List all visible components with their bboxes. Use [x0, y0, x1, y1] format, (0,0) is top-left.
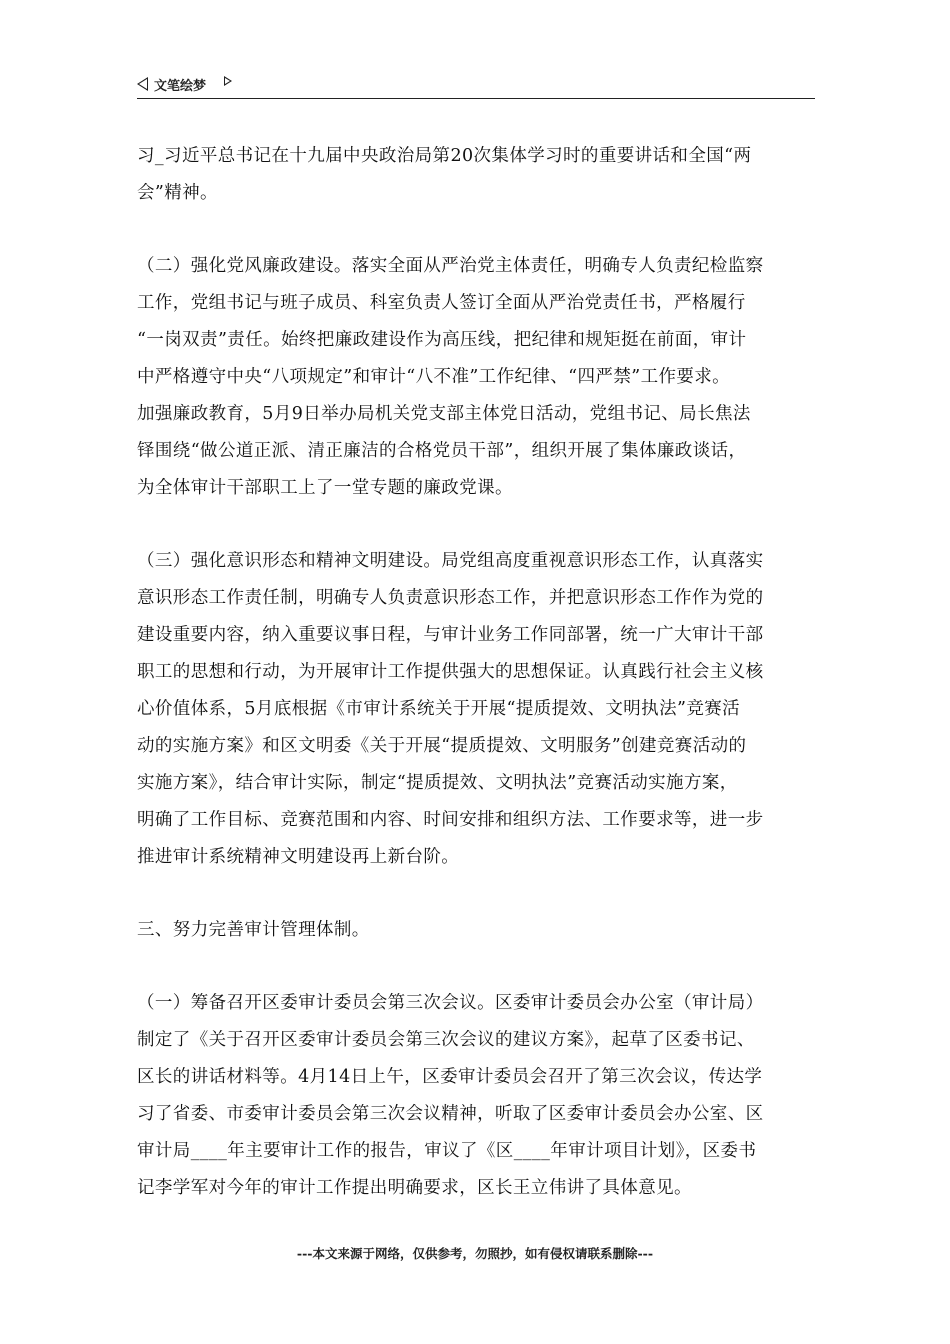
page-footer-disclaimer: ---本文来源于网络，仅供参考，勿照抄，如有侵权请联系删除---	[296, 1246, 654, 1261]
page-header	[137, 72, 815, 99]
triangle-left-outline-icon	[137, 77, 148, 91]
paragraph-audit-committee-meeting: （一）筹备召开区委审计委员会第三次会议。区委审计委员会办公室（审计局） 制定了《关于召开区委审计委员会第三次会议的建议方案》，起草了区委书记、 区长的讲话材料等。4月14日上午，区委审计委员会召开了第三次会议，传达学 习了省委、市委审计委员会第三次会议精神，听取了区委审计委员会办公室、区 审计局____年主要审计工作的报告，审议了《区____年审计项目计划》，区委书 记李学军对今年的审计工作提出明确要求，区长王立伟讲了具体意见。	[137, 993, 764, 1198]
document-body	[137, 138, 817, 1207]
section-heading-audit-management: 三、努力完善审计管理体制。	[137, 920, 370, 940]
paragraph-continuation: 习_习近平总书记在十九届中央政治局第20次集体学习时的重要讲话和全国“两 会”精神。	[137, 146, 752, 203]
paragraph-ideology-civilization: （三）强化意识形态和精神文明建设。局党组高度重视意识形态工作，认真落实 意识形态工作责任制，明确专人负责意识形态工作，并把意识形态工作作为党的 建设重要内容，纳入重要议事日程，与审计业务工作同部署，统一广大审计干部 职工的思想和行动，为开展审计工作提供强大的思想保证。认真践行社会主义核 心价值体系，5月底根据《市审计系统关于开展“提质提效、文明执法”竞赛活 动的实施方案》和区文明委《关于开展“提质提效、文明服务”创建竞赛活动的 实施方案》，结合审计实际，制定“提质提效、文明执法”竞赛活动实施方案， 明确了工作目标、竞赛范围和内容、时间安排和组织方法、工作要求等，进一步 推进审计系统精神文明建设再上新台阶。	[137, 551, 764, 867]
header-title: 文笔绘梦	[154, 79, 207, 94]
triangle-right-outline-icon	[224, 76, 232, 86]
paragraph-party-integrity: （二）强化党风廉政建设。落实全面从严治党主体责任，明确专人负责纪检监察 工作，党组书记与班子成员、科室负责人签订全面从严治党责任书，严格履行 “一岗双责”责任。始终把廉政建设作为高压线，把纪律和规矩挺在前面，审计 中严格遵守中央“八项规定”和审计“八不准”工作纪律、“四严禁”工作要求。 加强廉政教育，5月9日举办局机关党支部主体党日活动，党组书记、局长焦法 铎围绕“做公道正派、清正廉洁的合格党员干部”，组织开展了集体廉政谈话， 为全体审计干部职工上了一堂专题的廉政党课。	[137, 256, 764, 498]
